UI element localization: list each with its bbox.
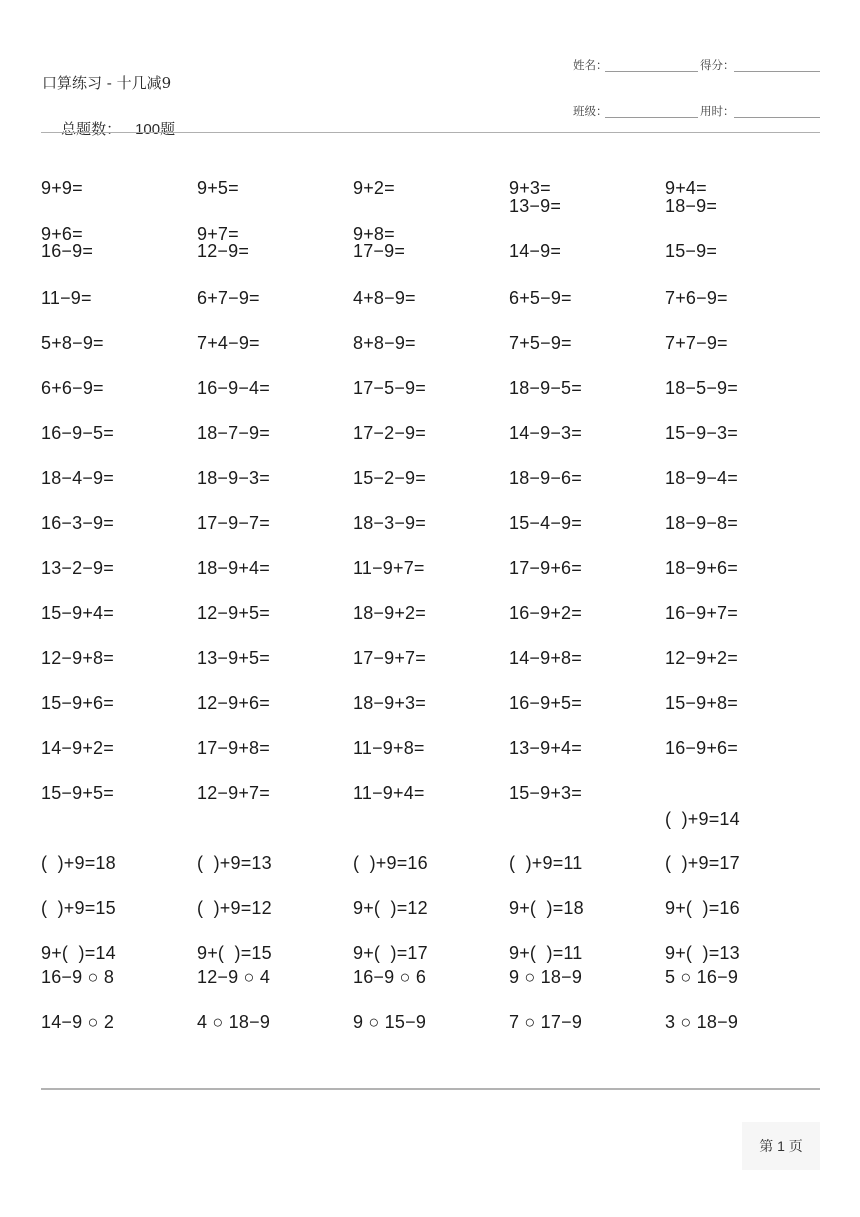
time-field-label: 用时： (700, 104, 735, 118)
problem-cell: 12−9+8= (41, 648, 114, 668)
problem-cell: 16−9+2= (509, 603, 582, 623)
problem-cell: 14−9−3= (509, 423, 582, 443)
problem-cell: ( )+9=16 (353, 853, 428, 873)
score-field-label: 得分： (700, 58, 735, 72)
problem-cell: 15−9= (665, 241, 718, 261)
problem-cell: 9 ○ 15−9 (353, 1012, 427, 1032)
problem-cell: 15−9+5= (41, 783, 114, 803)
problem-cell: 12−9+5= (197, 603, 270, 623)
problem-cell: 5+8−9= (41, 333, 104, 353)
problem-cell: 18−9−8= (665, 513, 738, 533)
problem-cell: ( )+9=18 (41, 853, 116, 873)
problem-cell: ( )+9=13 (197, 853, 272, 873)
problem-cell: 14−9+8= (509, 648, 582, 668)
problem-cell: 18−9−3= (197, 468, 270, 488)
problem-cell: 9 ○ 18−9 (509, 967, 583, 987)
problem-cell: 16−9= (41, 241, 94, 261)
problem-cell: 8+8−9= (353, 333, 416, 353)
problem-cell: ( )+9=17 (665, 853, 740, 873)
problem-cell: 9+8= (353, 224, 395, 244)
problem-cell: 15−4−9= (509, 513, 582, 533)
problem-cell: 9+5= (197, 178, 239, 198)
problem-cell: 13−9+4= (509, 738, 582, 758)
problem-cell: 12−9+7= (197, 783, 270, 803)
problem-cell: 13−9= (509, 196, 562, 216)
problem-cell: 18−9+3= (353, 693, 426, 713)
problem-cell: 7+6−9= (665, 288, 728, 308)
problem-cell: 18−9−5= (509, 378, 582, 398)
total-problems-label: 总题数： (61, 120, 122, 138)
problem-cell: 9+6= (41, 224, 83, 244)
problem-cell: ( )+9=12 (197, 898, 272, 918)
problem-cell: 15−2−9= (353, 468, 426, 488)
problem-cell: 5 ○ 16−9 (665, 967, 739, 987)
problem-cell: 6+6−9= (41, 378, 104, 398)
problem-cell: 16−9 ○ 6 (353, 967, 427, 987)
problem-cell: 18−9−6= (509, 468, 582, 488)
problem-cell: 16−9 ○ 8 (41, 967, 115, 987)
problem-cell: 11−9= (41, 288, 92, 308)
problem-cell: 18−3−9= (353, 513, 426, 533)
problem-cell: 6+7−9= (197, 288, 260, 308)
problem-cell: 7+5−9= (509, 333, 572, 353)
problem-cell: 14−9+2= (41, 738, 114, 758)
problem-cell: 16−9+6= (665, 738, 738, 758)
class-field-label: 班级： (573, 104, 608, 118)
problem-cell: 9+( )=14 (41, 943, 116, 963)
problem-cell: 15−9−3= (665, 423, 738, 443)
problem-cell: 17−2−9= (353, 423, 426, 443)
problem-cell: 16−9+7= (665, 603, 738, 623)
problem-cell: 9+7= (197, 224, 239, 244)
problem-cell: 7+7−9= (665, 333, 728, 353)
problem-cell: 16−9−4= (197, 378, 270, 398)
problem-cell: 16−3−9= (41, 513, 114, 533)
problem-cell: ( )+9=15 (41, 898, 116, 918)
problem-cell: 18−9+4= (197, 558, 270, 578)
problem-cell: 15−9+6= (41, 693, 114, 713)
problem-cell: 9+9= (41, 178, 83, 198)
problem-cell: ( )+9=11 (509, 853, 583, 873)
problem-cell: 9+( )=15 (197, 943, 272, 963)
problem-cell: 4+8−9= (353, 288, 416, 308)
problem-cell: 18−9+6= (665, 558, 738, 578)
problem-cell: 16−9−5= (41, 423, 114, 443)
problem-cell: ( )+9=14 (665, 809, 740, 829)
problem-cell: 18−7−9= (197, 423, 270, 443)
problem-cell: 3 ○ 18−9 (665, 1012, 739, 1032)
problem-cell: 11−9+7= (353, 558, 425, 578)
problem-cell: 17−9+6= (509, 558, 582, 578)
problem-cell: 17−5−9= (353, 378, 426, 398)
problem-cell: 9+( )=18 (509, 898, 584, 918)
total-problems-value: 100题 (135, 121, 176, 138)
problem-cell: 9+2= (353, 178, 395, 198)
problem-cell: 9+3= (509, 178, 551, 198)
problem-cell: 7 ○ 17−9 (509, 1012, 583, 1032)
problem-cell: 9+( )=16 (665, 898, 740, 918)
problem-cell: 13−2−9= (41, 558, 114, 578)
name-field-label: 姓名： (573, 58, 608, 72)
problem-cell: 7+4−9= (197, 333, 260, 353)
problem-cell: 18−9−4= (665, 468, 738, 488)
problem-cell: 9+( )=17 (353, 943, 428, 963)
problem-cell: 17−9= (353, 241, 406, 261)
problem-cell: 17−9+7= (353, 648, 426, 668)
problem-cell: 12−9 ○ 4 (197, 967, 271, 987)
problem-cell: 15−9+4= (41, 603, 114, 623)
problem-cell: 9+4= (665, 178, 707, 198)
problem-cell: 9+( )=12 (353, 898, 428, 918)
problem-cell: 17−9−7= (197, 513, 270, 533)
problem-cell: 9+( )=13 (665, 943, 740, 963)
problem-cell: 18−9= (665, 196, 718, 216)
problem-cell: 14−9= (509, 241, 562, 261)
problem-cell: 13−9+5= (197, 648, 270, 668)
page-number-badge: 第 1 页 (742, 1122, 820, 1170)
problem-cell: 18−5−9= (665, 378, 738, 398)
problem-cell: 6+5−9= (509, 288, 572, 308)
problem-cell: 15−9+8= (665, 693, 738, 713)
problem-cell: 14−9 ○ 2 (41, 1012, 115, 1032)
problem-cell: 12−9= (197, 241, 250, 261)
problem-cell: 11−9+4= (353, 783, 425, 803)
problem-cell: 12−9+6= (197, 693, 270, 713)
problem-cell: 18−9+2= (353, 603, 426, 623)
problem-cell: 18−4−9= (41, 468, 114, 488)
page-title: 口算练习 - 十几减9 (42, 74, 172, 92)
problem-cell: 17−9+8= (197, 738, 270, 758)
problem-cell: 16−9+5= (509, 693, 582, 713)
problem-cell: 12−9+2= (665, 648, 738, 668)
problem-cell: 4 ○ 18−9 (197, 1012, 271, 1032)
problem-cell: 15−9+3= (509, 783, 582, 803)
problem-cell: 11−9+8= (353, 738, 425, 758)
problem-cell: 9+( )=11 (509, 943, 583, 963)
